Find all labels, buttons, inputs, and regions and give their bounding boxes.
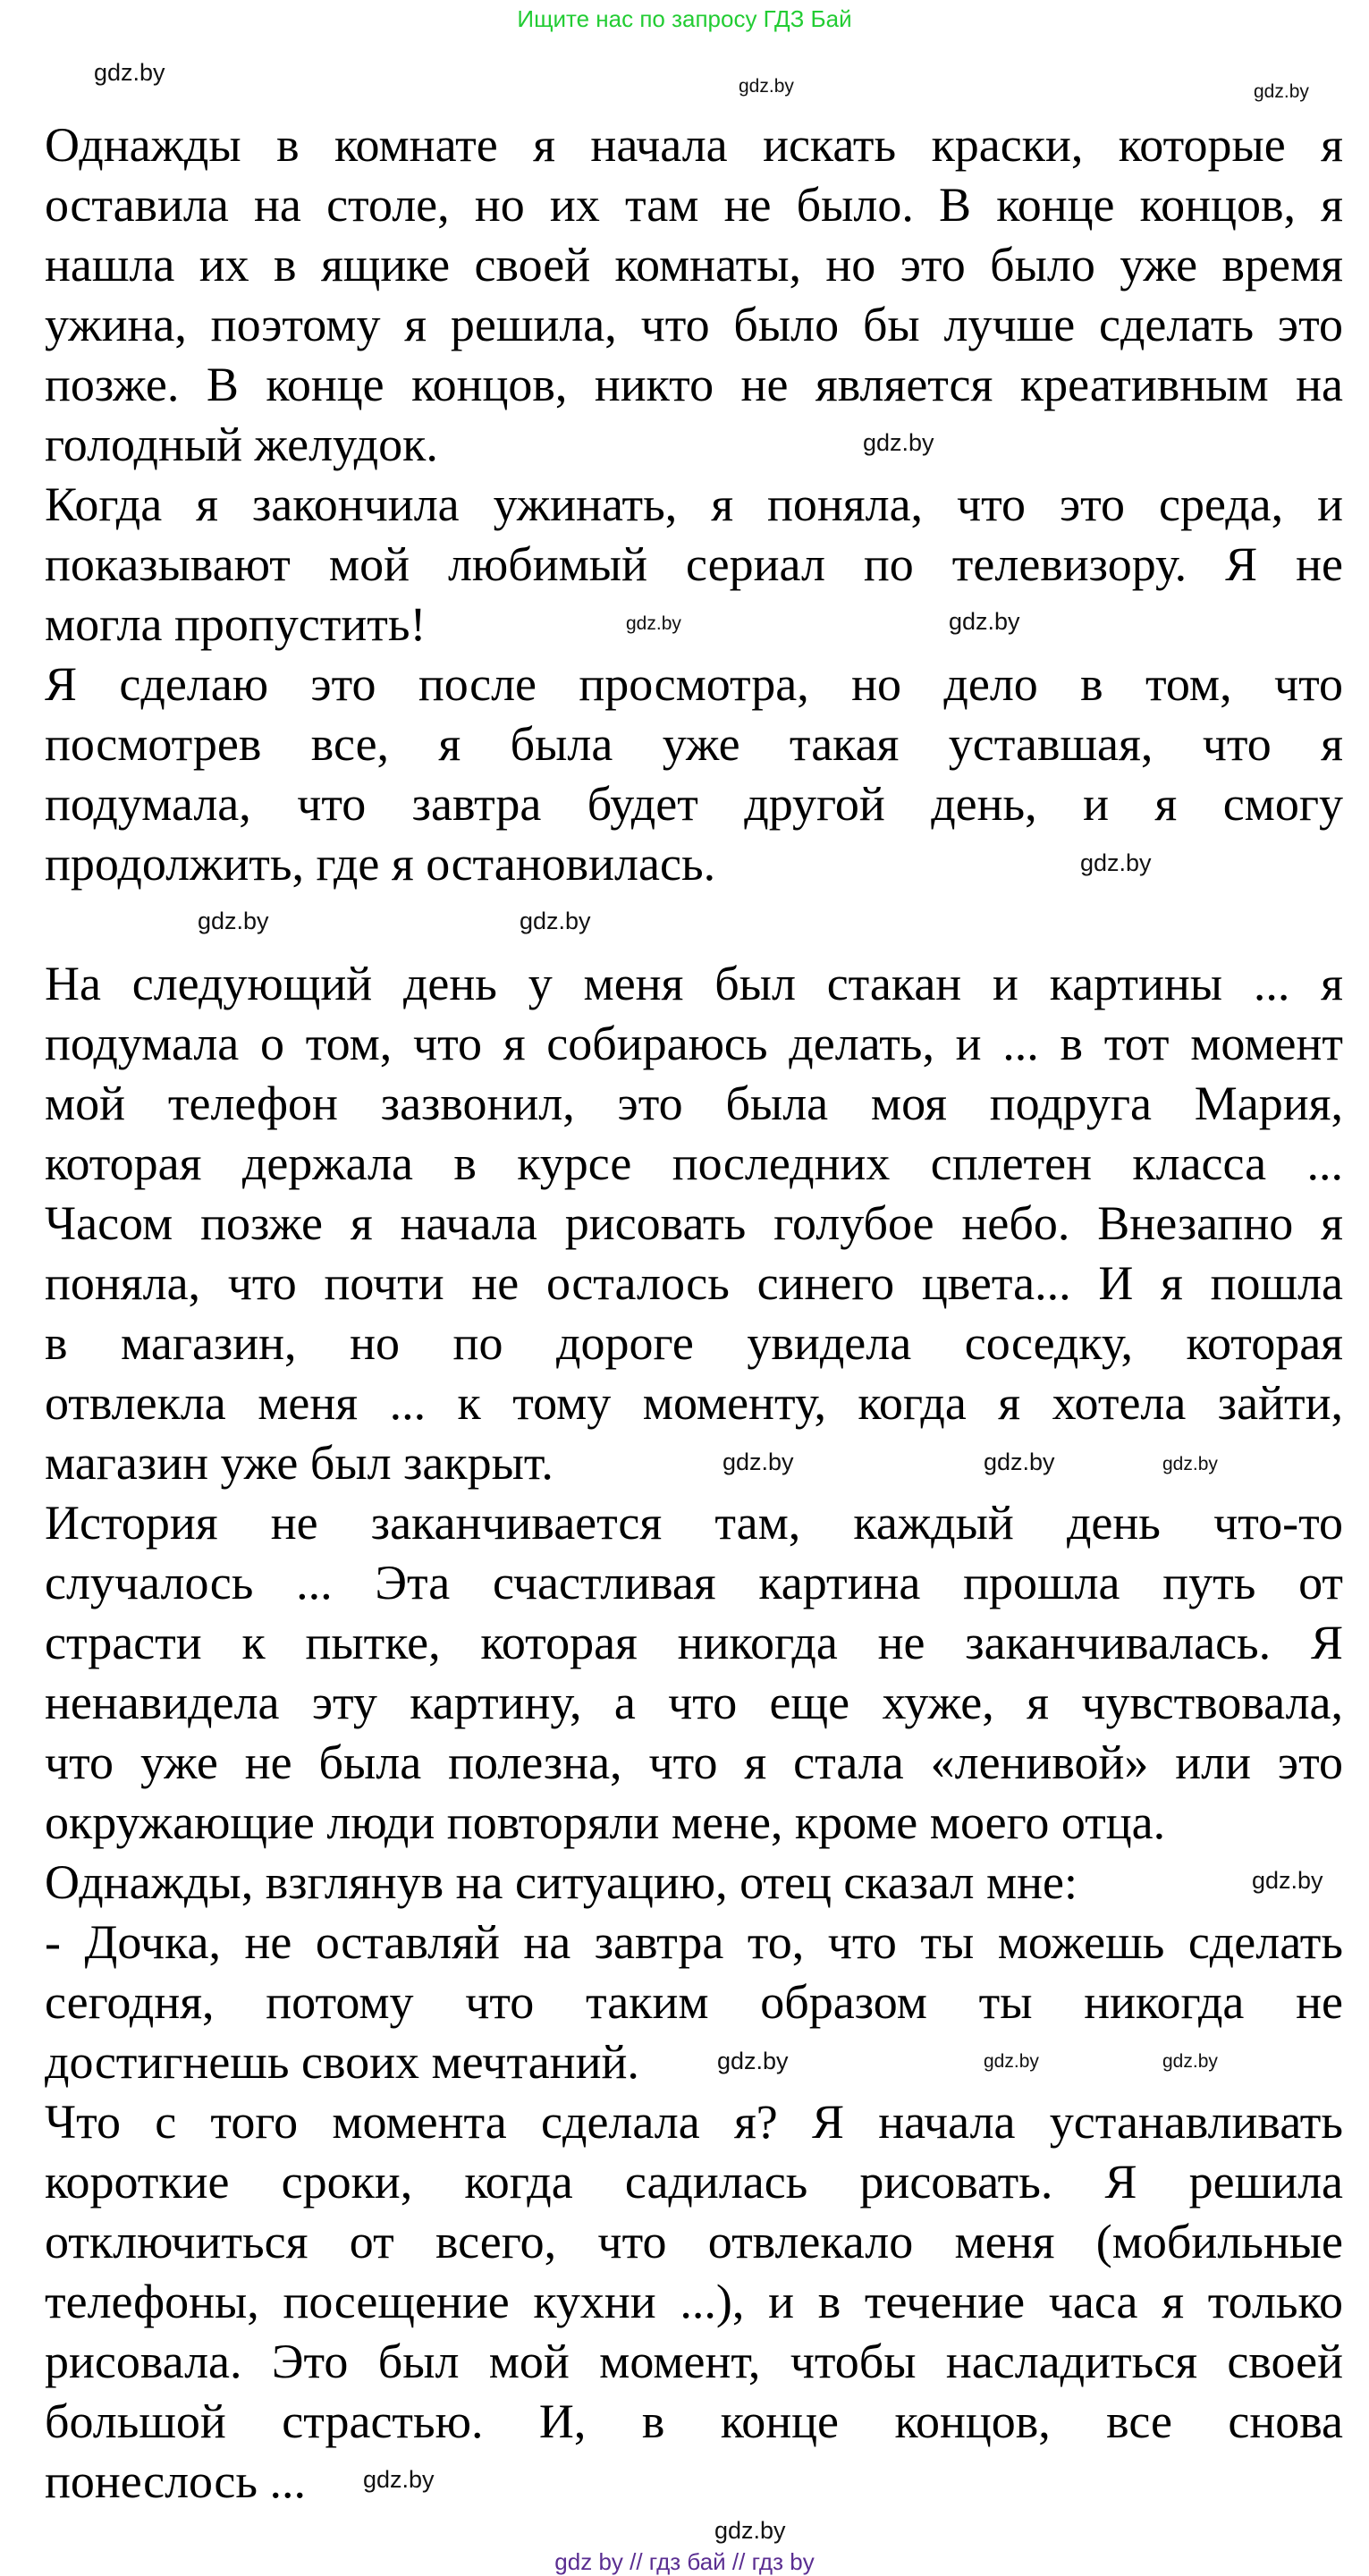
text-line: понеслось ... <box>45 2454 306 2508</box>
watermark: gdz.by <box>1080 849 1152 876</box>
text-line: большой страстью. И, в конце концов, все снова <box>45 2394 1343 2448</box>
watermark: gdz.by <box>1162 2051 1218 2072</box>
watermark: gdz.by <box>984 1448 1055 1475</box>
text-line: страсти к пытке, которая никогда не заканчивалась. Я <box>45 1616 1343 1669</box>
text-line: в магазин, но по дороге увидела соседку, которая <box>45 1316 1343 1370</box>
watermark: gdz.by <box>717 2048 789 2074</box>
text-line: магазин уже был закрыт. <box>45 1436 554 1490</box>
text-line: продолжить, где я остановилась. <box>45 837 716 891</box>
text-line: Часом позже я начала рисовать голубое небо. Внезапно я <box>45 1196 1343 1250</box>
watermark: gdz.by <box>520 908 591 934</box>
text-line: - Дочка, не оставляй на завтра то, что ты можешь сделать <box>45 1915 1343 1969</box>
text-line: рисовала. Это был мой момент, чтобы насладиться своей <box>45 2335 1343 2388</box>
text-line: Однажды в комнате я начала искать краски, которые я <box>45 118 1343 172</box>
text-line: окружающие люди повторяли мене, кроме моего отца. <box>45 1795 1166 1849</box>
text-line: голодный желудок. <box>45 418 438 471</box>
footer-links: gdz by // гдз бай // гдз by <box>554 2548 815 2575</box>
watermark: gdz.by <box>984 2051 1039 2072</box>
text-line: ужина, поэтому я решила, что было бы лучше сделать это <box>45 298 1343 351</box>
text-line: случалось ... Эта счастливая картина прошла путь от <box>45 1556 1343 1609</box>
text-line: нашла их в ящике своей комнаты, но это было уже время <box>45 238 1343 291</box>
text-line: отключиться от всего, что отвлекало меня (мобильные <box>45 2215 1343 2268</box>
text-line: подумала о том, что я собираюсь делать, и ... в тот момент <box>45 1017 1343 1070</box>
text-line: которая держала в курсе последних сплетен класса ... <box>45 1136 1343 1190</box>
watermark: gdz.by <box>363 2466 435 2493</box>
essay-text <box>45 115 1343 2512</box>
text-line: короткие сроки, когда садилась рисовать. Я решила <box>45 2155 1343 2209</box>
watermark: gdz.by <box>1252 1867 1323 1894</box>
text-line: мой телефон зазвонил, это была моя подруга Мария, <box>45 1077 1343 1130</box>
text-line: На следующий день у меня был стакан и картины ... я <box>45 957 1343 1010</box>
watermark: gdz.by <box>198 908 269 934</box>
text-line: подумала, что завтра будет другой день, и я смогу <box>45 777 1343 831</box>
watermark: gdz.by <box>863 429 934 456</box>
text-line: Что с того момента сделала я? Я начала устанавливать <box>45 2095 1343 2149</box>
text-line: Однажды, взглянув на ситуацию, отец сказал мне: <box>45 1855 1077 1909</box>
text-line: отвлекла меня ... к тому моменту, когда я хотела зайти, <box>45 1376 1343 1430</box>
text-line: телефоны, посещение кухни ...), и в течение часа я только <box>45 2275 1343 2328</box>
watermark: gdz.by <box>723 1448 794 1475</box>
watermark: gdz.by <box>1254 81 1309 102</box>
text-line: позже. В конце концов, никто не является креативным на <box>45 358 1343 411</box>
text-line: достигнешь своих мечтаний. <box>45 2035 639 2089</box>
text-line: показывают мой любимый сериал по телевизору. Я не <box>45 537 1343 591</box>
watermark: gdz.by <box>714 2517 786 2544</box>
search-banner: Ищите нас по запросу ГДЗ Бай <box>517 5 852 32</box>
text-line: Я сделаю это после просмотра, но дело в том, что <box>45 657 1343 711</box>
text-line: поняла, что почти не осталось синего цвета... И я пошла <box>45 1256 1343 1310</box>
text-line: История не заканчивается там, каждый день что-то <box>45 1496 1343 1550</box>
watermark: gdz.by <box>94 59 165 86</box>
watermark: gdz.by <box>626 613 681 634</box>
text-line: могла пропустить! <box>45 597 427 651</box>
watermark: gdz.by <box>949 608 1020 635</box>
text-line: сегодня, потому что таким образом ты никогда не <box>45 1975 1343 2029</box>
text-line: Когда я закончила ужинать, я поняла, что это среда, и <box>45 477 1343 531</box>
watermark: gdz.by <box>1162 1454 1218 1474</box>
text-line: что уже не была полезна, что я стала «ленивой» или это <box>45 1736 1343 1789</box>
text-line: посмотрев все, я была уже такая уставшая, что я <box>45 717 1343 771</box>
text-line: ненавидела эту картину, а что еще хуже, я чувствовала, <box>45 1676 1343 1729</box>
text-line: оставила на столе, но их там не было. В конце концов, я <box>45 178 1343 232</box>
watermark: gdz.by <box>739 76 794 97</box>
